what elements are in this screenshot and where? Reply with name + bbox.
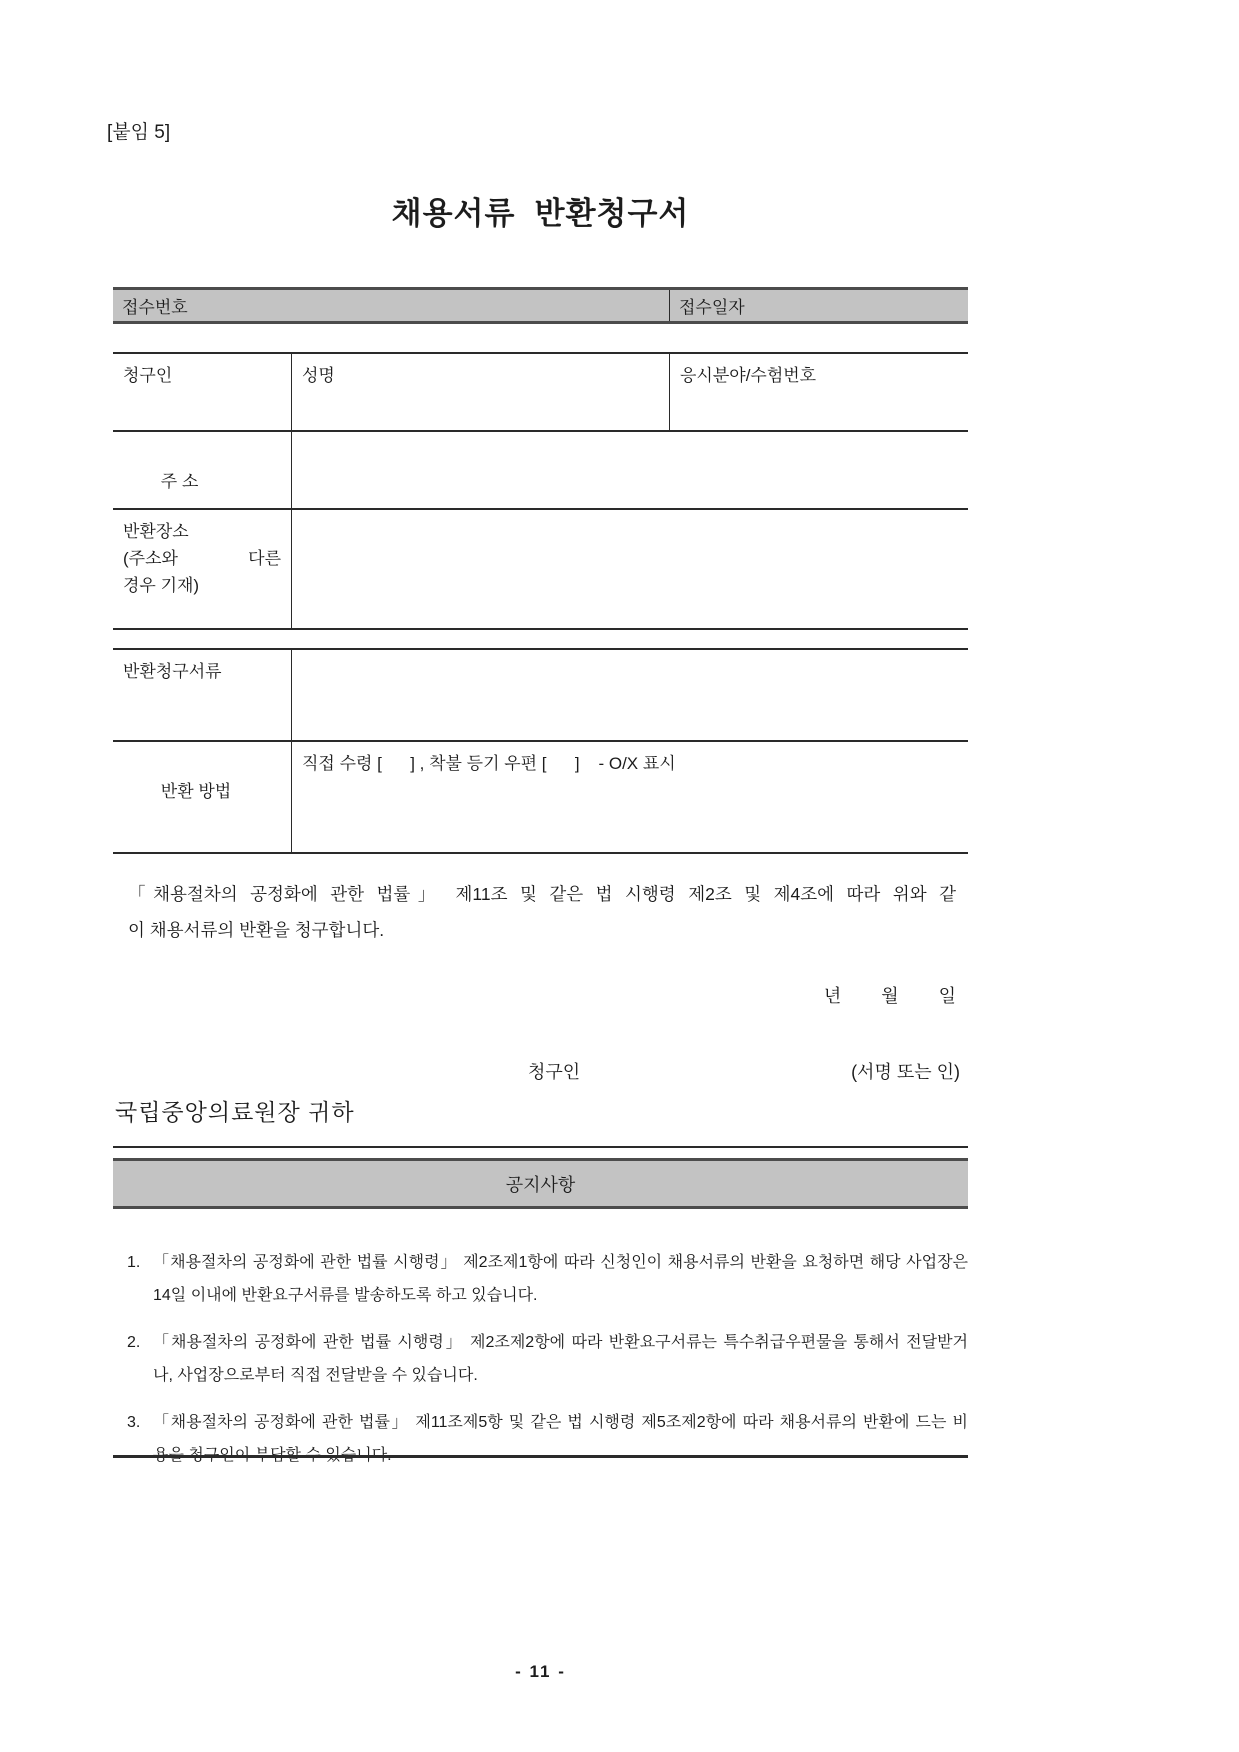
notice-item-number: 1.	[127, 1254, 141, 1271]
field-exam-number-label: 응시분야/수험번호	[680, 366, 817, 385]
list-item	[127, 1326, 968, 1392]
table-row	[113, 742, 968, 854]
notice-list	[127, 1246, 968, 1486]
reception-number-label: 접수번호	[122, 298, 188, 317]
recipient-line: 국립중앙의료원장 귀하	[115, 1099, 355, 1125]
table-row	[113, 510, 968, 630]
list-item	[127, 1406, 968, 1472]
notice-item-number: 3.	[127, 1414, 141, 1431]
return-method-label-cell	[113, 742, 292, 852]
return-method-label: 반환 방법	[160, 782, 232, 801]
notice-line	[127, 1326, 968, 1359]
address-label: 주 소	[160, 472, 199, 491]
name-field-cell	[292, 354, 670, 430]
date-line: 년 월 일	[823, 986, 956, 1006]
claimant-label: 청구인	[123, 366, 173, 385]
notice-line	[127, 1406, 968, 1439]
page-title: 채용서류 반환청구서	[391, 196, 690, 231]
return-place-label-line: (주소와 다른	[123, 549, 281, 568]
sign-or-seal-label: (서명 또는 인)	[851, 1062, 960, 1082]
return-method-options: 직접 수령 [ ] , 착불 등기 우편 [ ] - O/X 표시	[302, 754, 676, 773]
notice-item-text: 「채용절차의 공정화에 관한 법률 시행령」 제2조제2항에 따라 반환요구서류는 특수취급우편물을 통해서 전달받거	[153, 1334, 968, 1351]
return-place-label-cell	[113, 510, 292, 628]
signature-row	[113, 1058, 968, 1086]
list-item	[127, 1246, 968, 1312]
declaration-paragraph	[128, 876, 956, 948]
signature-claimant-label: 청구인	[528, 1062, 581, 1082]
claimant-table	[113, 352, 968, 630]
return-place-label-line: 반환장소	[123, 522, 189, 541]
notice-header-bar	[113, 1158, 968, 1209]
declaration-line: 「채용절차의 공정화에 관한 법률」 제11조 및 같은 법 시행령 제2조 및 제4조에 따라 위와 같	[128, 884, 956, 904]
return-docs-label-cell	[113, 650, 292, 740]
address-label-cell	[113, 432, 292, 508]
notice-line	[127, 1246, 968, 1279]
claimant-label-cell	[113, 354, 292, 430]
divider-line	[113, 1146, 968, 1148]
notice-item-text: 「채용절차의 공정화에 관한 법률 시행령」 제2조제1항에 따라 신청인이 채용서류의 반환을 요청하면 해당 사업장은	[153, 1254, 968, 1271]
page-number: - 11 -	[515, 1662, 566, 1681]
name-label: 성명	[302, 366, 335, 385]
divider-line	[113, 1455, 968, 1458]
field-exam-number-cell	[670, 354, 968, 430]
return-docs-label: 반환청구서류	[123, 662, 222, 681]
notice-line: 용을 청구인이 부담할 수 있습니다.	[153, 1447, 392, 1464]
attachment-label: [붙임 5]	[107, 122, 171, 143]
reception-number-cell	[113, 290, 670, 321]
return-method-value-cell	[292, 742, 968, 852]
return-place-value-cell	[292, 510, 968, 628]
notice-item-number: 2.	[127, 1334, 141, 1351]
return-place-label-line: 경우 기재)	[123, 576, 200, 595]
table-row	[113, 650, 968, 742]
document-page	[113, 0, 968, 1752]
notice-line: 나, 사업장으로부터 직접 전달받을 수 있습니다.	[153, 1367, 478, 1384]
table-row	[113, 354, 968, 432]
return-table	[113, 648, 968, 854]
reception-header-row	[113, 287, 968, 324]
notice-line: 14일 이내에 반환요구서류를 발송하도록 하고 있습니다.	[153, 1287, 538, 1304]
declaration-line: 이 채용서류의 반환을 청구합니다.	[128, 920, 385, 940]
reception-date-label: 접수일자	[679, 298, 745, 317]
notice-item-text: 「채용절차의 공정화에 관한 법률」 제11조제5항 및 같은 법 시행령 제5조제2항에 따라 채용서류의 반환에 드는 비	[153, 1414, 968, 1431]
address-value-cell	[292, 432, 968, 508]
table-row	[113, 432, 968, 510]
notice-header-label: 공지사항	[505, 1174, 576, 1195]
return-docs-value-cell	[292, 650, 968, 740]
reception-date-cell	[670, 290, 968, 321]
